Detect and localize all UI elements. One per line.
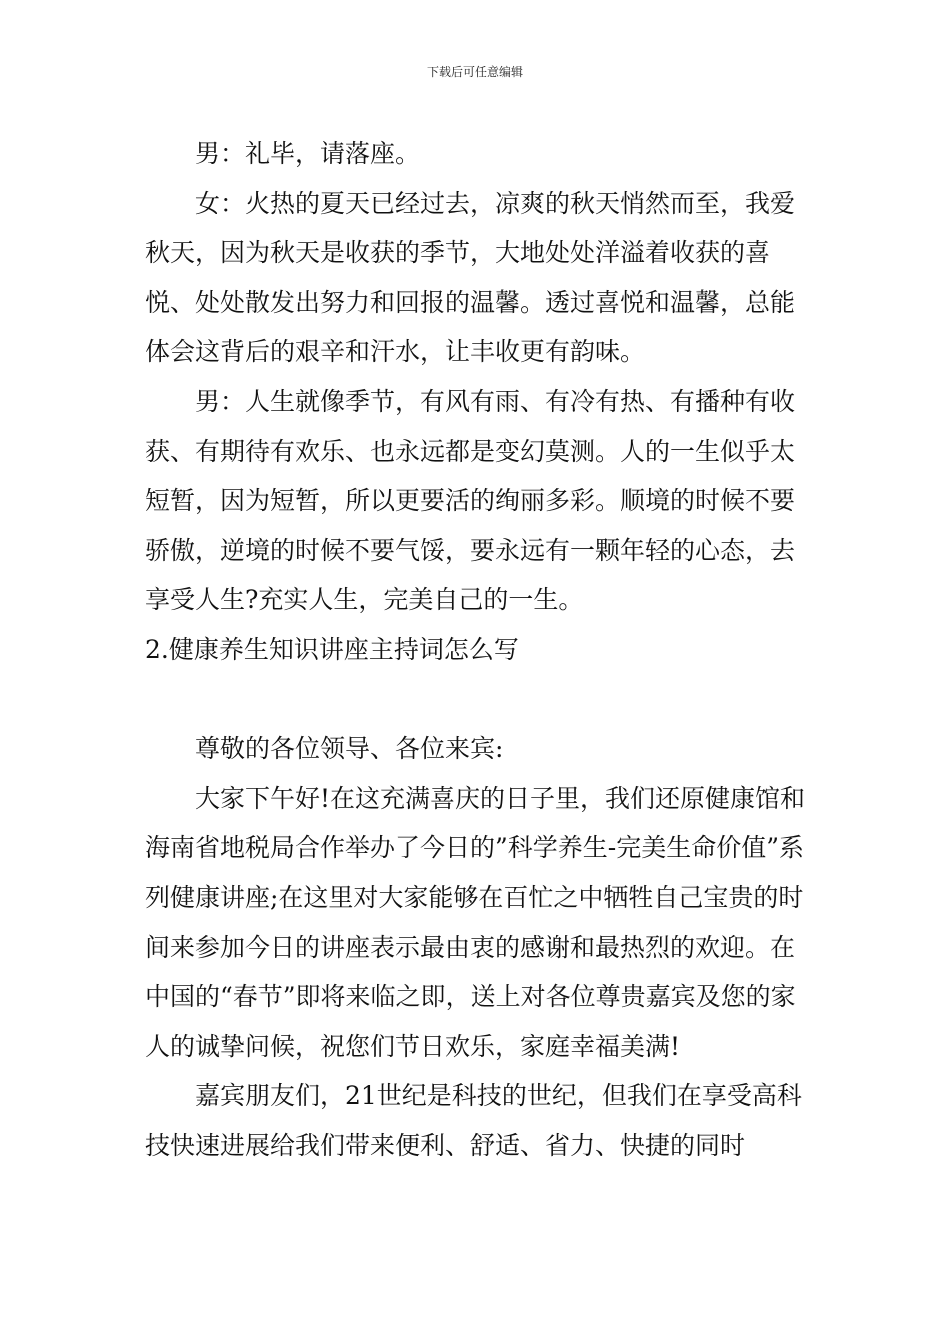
paragraph: 尊敬的各位领导、各位来宾: bbox=[195, 734, 504, 764]
section-heading: 2.健康养生知识讲座主持词怎么写 bbox=[145, 634, 519, 664]
blank-line bbox=[145, 675, 807, 725]
document-body bbox=[145, 129, 807, 1170]
paragraph: 嘉宾朋友们，21世纪是科技的世纪，但我们在享受高科技快速进展给我们带来便利、舒适、省力、快捷的同时 bbox=[145, 1081, 802, 1160]
paragraph: 男：礼毕，请落座。 bbox=[195, 139, 421, 168]
paragraph: 男：人生就像季节，有风有雨、有冷有热、有播种有收获、有期待有欢乐、也永远都是变幻莫测。人的一生似乎太短暂，因为短暂，所以更要活的绚丽多彩。顺境的时候不要骄傲，逆境的时候不要气馁，要永远有一颗年轻的心态，去享受人生?充实人生，完美自己的一生。 bbox=[145, 386, 796, 615]
paragraph: 女：火热的夏天已经过去，凉爽的秋天悄然而至，我爱秋天，因为秋天是收获的季节，大地处处洋溢着收获的喜悦、处处散发出努力和回报的温馨。透过喜悦和温馨，总能体会这背后的艰辛和汗水，让丰收更有韵味。 bbox=[145, 188, 796, 367]
page-header: 下载后可任意编辑 bbox=[426, 65, 523, 79]
paragraph: 大家下午好!在这充满喜庆的日子里，我们还原健康馆和海南省地税局合作举办了今日的”科学养生-完美生命价值”系列健康讲座;在这里对大家能够在百忙之中牺牲自己宝贵的时间来参加今日的讲座表示最由衷的感谢和最热烈的欢迎。在中国的“春节”即将来临之即，送上对各位尊贵嘉宾及您的家人的诚挚问候，祝您们节日欢乐，家庭幸福美满! bbox=[145, 783, 806, 1061]
